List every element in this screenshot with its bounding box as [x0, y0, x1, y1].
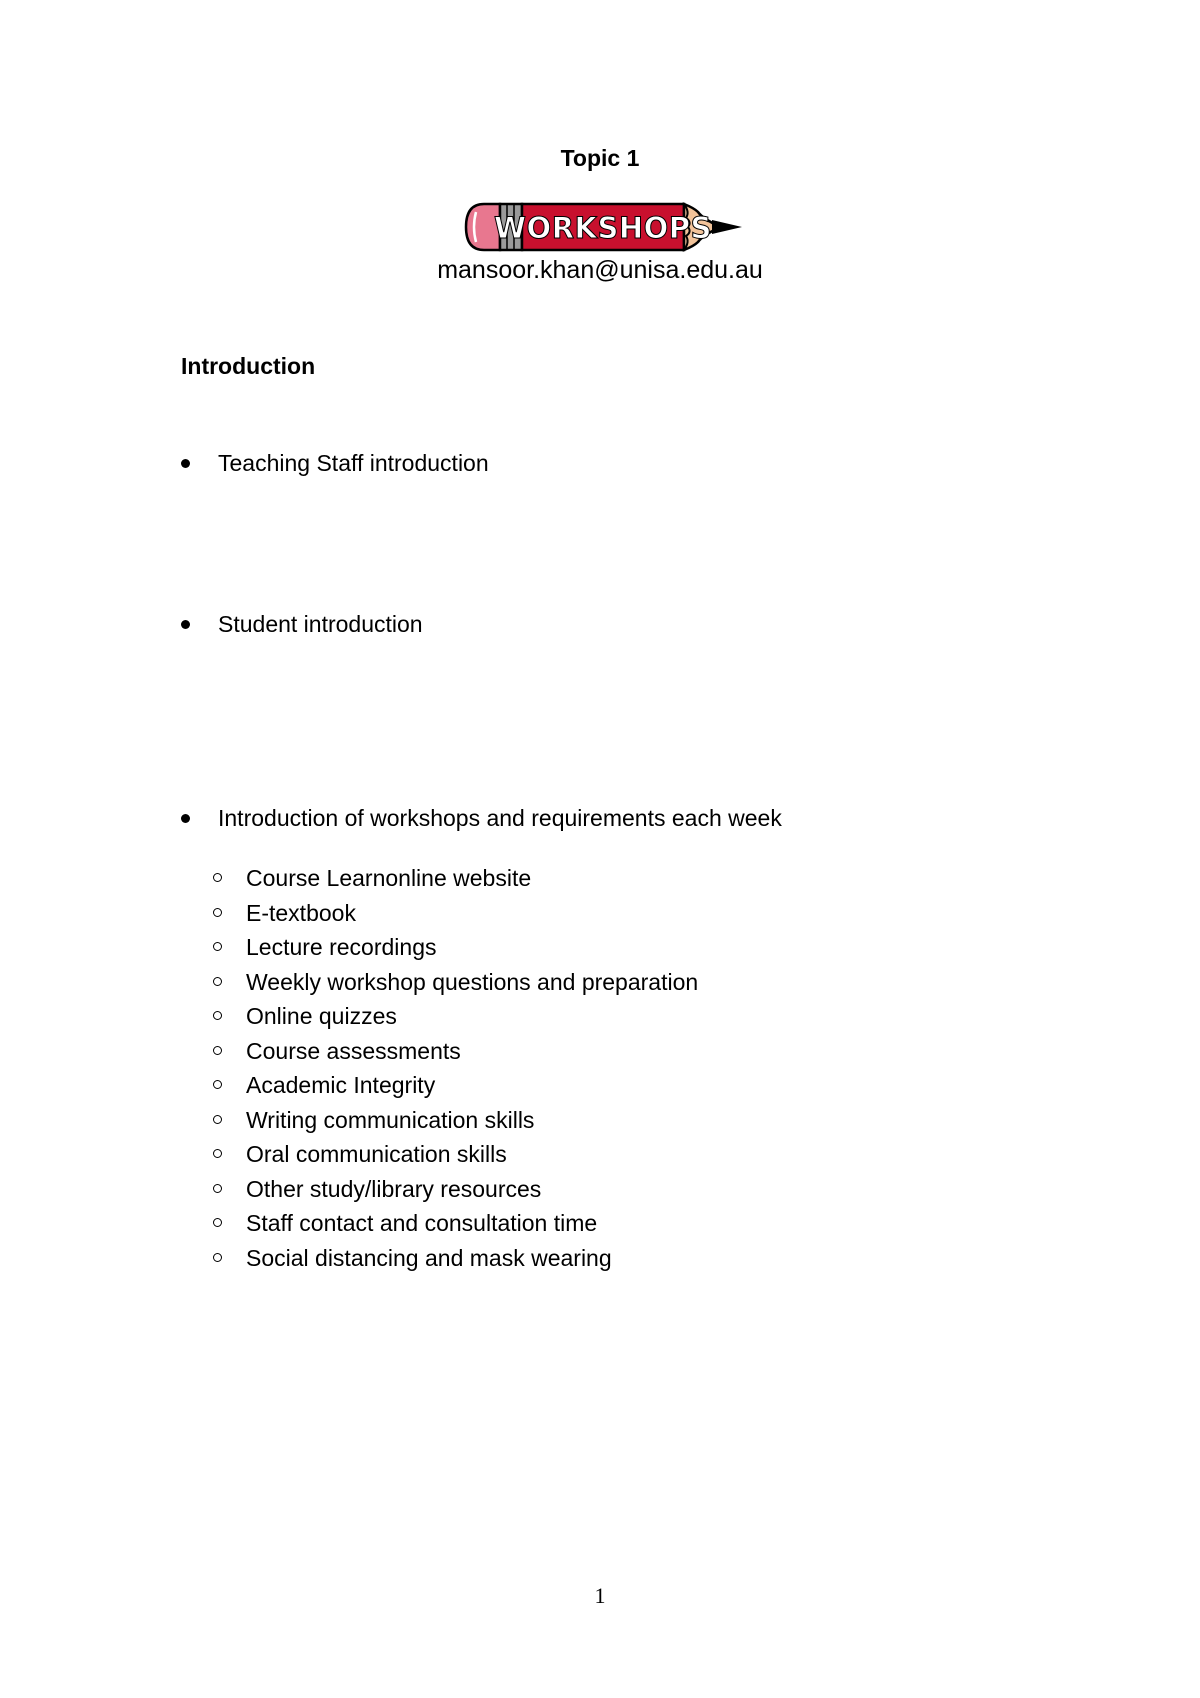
contact-email[interactable]: mansoor.khan@unisa.edu.au	[437, 256, 763, 284]
circle-bullet-icon	[213, 873, 222, 882]
page-number: 1	[594, 1583, 606, 1608]
bullet-text: Introduction of workshops and requirements each week	[218, 805, 782, 831]
circle-bullet-icon	[213, 1218, 222, 1227]
workshops-pencil-logo	[462, 198, 744, 256]
logo-text: WORKSHOPS	[494, 211, 712, 245]
bullet-icon	[181, 459, 190, 468]
circle-bullet-icon	[213, 1149, 222, 1158]
circle-bullet-icon	[213, 1115, 222, 1124]
circle-bullet-icon	[213, 942, 222, 951]
pencil-icon	[462, 198, 744, 256]
circle-bullet-icon	[213, 908, 222, 917]
circle-bullet-icon	[213, 1080, 222, 1089]
section-heading: Introduction	[181, 353, 316, 379]
circle-bullet-icon	[213, 1253, 222, 1262]
circle-bullet-icon	[213, 1011, 222, 1020]
circle-bullet-icon	[213, 1046, 222, 1055]
bullet-text: Teaching Staff introduction	[218, 450, 489, 476]
circle-bullet-icon	[213, 1184, 222, 1193]
page-title: Topic 1	[560, 145, 640, 171]
bullet-icon	[181, 814, 190, 823]
bullet-text: Student introduction	[218, 611, 423, 637]
circle-bullet-icon	[213, 977, 222, 986]
bullet-icon	[181, 620, 190, 629]
